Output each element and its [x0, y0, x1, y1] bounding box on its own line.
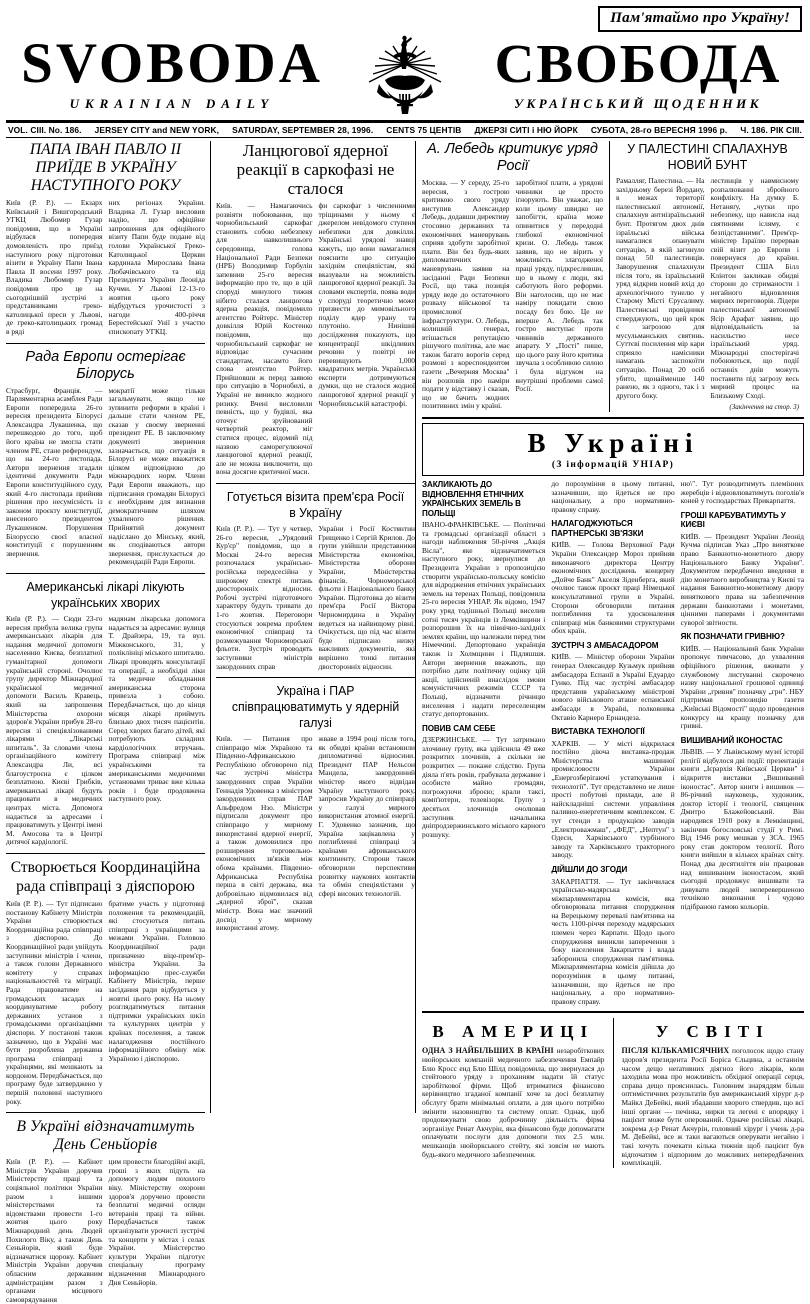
world-section-text: поголосок щодо стану здоров'я президента Росії Боріса Єльцина, а останнім часом дещо неґативних діягноз його лікарів, коли заходила мова про можливість обхідної операції серця, справа дещо прояснилась. Головним знаряддям більш оптимістичних результатів був американський хірург д-р Майкл ДеБейкі, який збадавши хворого ствердив, що всі інші органи — печінка, нирки та легені є впорядку і пацієнт може бути оперований. Одначе російські лікарі, зокрема д-р Ренат Акчурін, головний хірург і учень д-ра М. ДеБейкі, все ж таки вагаються оперувати негайно і такі хочуть почекати кілька тижнів щоб пацієнт був відпочатим і відпорним до можливих непередбачених комплікацій.: [621, 1046, 804, 1168]
article-lebed-col1: Москва. — У середу, 25-го вересня, з гострою критикою свого уряду виступив Александер Лебедь, додавши директиву стосовно державних та економічних маневрувань сприяв здобути заробітної плати. Він без будь-яких дипломатичних маневрувань заявив на засіданні Ради Безпеки Росії, що така позиція уряду веде до остаточного розвалу військової та промислової інфраструктури. О. Лебедь, колишній генерал, втішається репутацією рішучого політика, але має також багато ворогів серед розмові з кореспондентом газети „Вечерняя Москва" він розповів про наміри подати у відставку і сказав, що не бачить жодних позитивних змін у країні.: [422, 178, 510, 411]
issue-date-uk: СУБОТА, 28-го ВЕРЕСНЯ 1996 р.: [590, 125, 728, 135]
article-reactor-col2: фи саркофаг з численними тріщинами у ньому є джерелом невідомого ступеня небезпеки для довкілля. Українські урядові знавці кажуть, що вони намагалися пояснити цю ситуацію західнім спеціялістам, які вказували на можливість ланцюгової ядерної реакції. За словами експертів, поява води у споруді теоретично може призвести до мимовільного поділу ядер урану та плутонію. Нинішні дослідження показують, що концентрації шкідливих речовин у повітрі не перевищують 1,000 квадратних метрів. Українські експерти дотримуються думки, що не сталося жодної ланцюгової ядерної реакції у Чорнобильській катастрофі.: [318, 201, 415, 408]
right-half: [415, 141, 804, 1168]
issue-volume-uk: Ч. 186. РІК CIII.: [740, 125, 802, 135]
america-section-title: В АМЕРИЦІ: [432, 1022, 595, 1042]
brief-text: КИЇВ. — Голова Верховної Ради України Олександер Мороз прийняв виконавчого директора Центру економічних досліджень концерну „Дойче Банк" Акселя Зіденберга, який очолює також проєкт праці Німецької консультативної групи в Україні. Сторони обговорили питання поглиблення та удосконалення співпраці між банковими структурами обох країн.: [551, 540, 675, 636]
headline-premier-visit: Готується візита прем'єра Росії в Україну: [226, 489, 405, 520]
ukraine-section-title: В Україні: [527, 428, 699, 459]
world-section: [622, 1018, 805, 1167]
article-pope-col2: них регіонах України. Владика Л. Гузар висловив надію, що офіційне запрошення для офіційного візиту Папи буде подане від голови Української Греко-Католицької Церкви кардинала Мирослава Івана Любачівського та від Президента України Леоніда Кучми. У Львові 12-13-го жовтня цього року відбудуться урочистості з нагоди 400-річчя Берестейської Унії з участю єпископату УГКЦ.: [108, 198, 205, 336]
article-american-doctors: [6, 579, 205, 847]
ukraine-briefs-col3: [681, 480, 804, 1006]
column-one: [6, 141, 211, 1304]
article-doctors-col1: Київ (Р. Р.). — Сюди 23-го вересня прибула велика група американських лікарів для надання медичної допомоги населенню Києва, безплатної гуманітарної допомоги українській стороні. Очолює групу директор Міжнародної української медичної допомоги Василь Кравець, який на запрошення Міністерства охорони здоров'я України прибув 28-го вересня зі спеціялізованими лікарями „Лікарські шпиталь". За словами члена організаційного комітету Александра Ли, всі благоустроєна є цілком безплатною. Києві Грибків, американські лікарі будуть працювати в медичних центрах міста. Допомога надається за адресами і працюватимуть у Центрі імені М. Амосова та в Центрі дитячої кардіології.: [6, 613, 103, 847]
article-par-col1: Київ. — Питання про співпрацю між Україною та Південно-Африканською Республікою обговорено під час зустрічі міністра закордонних справ України Геннадія Удовенка з міністром закордонних справ ПАР Альфредом Нзо. Міністри підписали документ про співпрацю у мирному використанні ядерної енергії, а також домовилися про розширення торговельно-економічних зв'язків між обома країнами. Південно-Африканська Республіка перша в світі держава, яка добровільно відмовилася від „ядерної зброї", сказав міністр. Вона має значний досвід у мирному використанні атому.: [216, 734, 313, 933]
article-doctors-col2: мадянам лікарська допомога надається за адресами: вулиця Т. Драйзера, 19, та вул. Міжконського, 31, у поліклініці міського шпиталю. Лікарі проводять консультації та операції, а необхідні ліки та медичне обладнання американська сторона привезла з собою. Передбачається, що до кінця місяця лікарі приймуть близько двох тисяч пацієнтів. Серед хворих багато дітей, які потребують складних кардіологічних втручань. Програма співпраці між українськими та американськими медичними установами триває вже кілька років і буде продовжена наступного року.: [108, 613, 205, 804]
article-palestine: [616, 141, 799, 412]
ukraine-briefs-col1: [422, 480, 545, 1006]
masthead: [6, 32, 804, 116]
brief-text: КИЇВ. — Національний банк України пропонує тимчасово, до ухвалення офіційного рішення, вживати у службовому листуванні скорочено назву національної грошової одиниці України „гривня" позначку „грн". НБУ підтримав пропозицію газети „Київські Відомості" щодо проведення конкурсу на кращу позначку для гривні.: [680, 643, 804, 731]
issue-info-bar: [6, 120, 804, 138]
brief-text: ДЗЕРЖИНСЬКЕ. — Тут затримано злочинну групу, яка здійснила 49 вже розкритих злочинів, а скільки не розкритих — покаже слідство. Група діяла п'ять років, грабувала державне і особисте майно громадян, погрожуючи зброєю; крали таксі, комп'ютери, телевізори. Групу з десятьох злочинців очолював заступник начальника дніпродзержинського міського карного розшуку.: [422, 735, 546, 839]
issue-date-en: SATURDAY, SEPTEMBER 28, 1996.: [232, 125, 374, 135]
brief-heading: ЗАКЛИКАЮТЬ ДО ВІДНОВЛЕННЯ ЕТНІЧНИХ УКРАЇНСЬКИХ ЗЕМЕЛЬ В ПОЛЬЩІ: [422, 480, 524, 518]
world-section-title: У СВІТІ: [655, 1022, 770, 1042]
issue-city-uk: ДЖЕРЗІ СИТІ і НЮ ЙОРК: [474, 125, 578, 135]
world-section-lead: ПІСЛЯ КІЛЬКАМІСЯЧНИХ: [621, 1046, 730, 1056]
article-par-nuclear: [216, 683, 415, 933]
article-palestine-jump: (Закінчення на стор. 3): [729, 403, 799, 412]
brief-heading: ГРОШІ КАРБУВАТИМУТЬ У КИЄВІ: [680, 510, 786, 530]
brief-heading: ВИСТАВКА ТЕХНОЛОГІЇ: [551, 727, 645, 737]
issue-price: CENTS 75 ЦЕНТІВ: [386, 125, 462, 135]
article-coord-col1: Київ (Р. Р.). — Тут підписано постанову Кабінету Міністрів України створюється Координаційна рада співпраці з діяспорою. До Координаційної ради увійдуть заступники міністрів і члени, а також голови Державного комітету у справах національностей та міґрації. Рада працюватиме на громадських засадах і координуватиме роботу державних установ з громадськими організаціями діяспори. У постанові також зазначено, що в Україні має бути розроблена державна програма співпраці з українцями, які мешкають за кордоном. Передбачається, що програму буде затверджено у першій половині наступного року.: [6, 899, 103, 1106]
article-palestine-col1: Рамалляг, Палестина. — На західньому березі Йордану, в межах території палестинської автономії, спалахнув антиізраїльський бунт. Протягом двох днів ізраїльські війська намагалися опанувати ситуацію, в якій загинуло понад 50 палестинців. Заворушення спалахнули після того, як ізраїльський уряд відкрив новий вхід до археологічного тунелю у Старому Місті Єрусалиму. Палестинські провідники стверджують, що цей крок є загрозою для мусульманських святинь. Суттєві посилення мір кари сприяло намісники намагань заспокоїти ситуацію. Понад 20 осіб убито, щонайменше 140 ранено, як з одного, так і з другого боку.: [616, 176, 705, 400]
article-rada-col2: мократії може тільки загальмувати, якщо не зупинити реформи в країні і дальше стати членом РЕ, сказав у своєму зверненні президент РЕ. В заключному документі звернення зазначається, що ситуація в Білорусі не може вважатися цілком відповідною до міжнародних норм. Члени Ради Европи вважають, що підписання громадян Білорусі є необхідним для визнання демократичним шляхом ухваленого рішення. Прийнятий документ надіслано до Мінську, який, як сподіваються автори звернення, прислухається до рекомендацій Ради Европи.: [108, 385, 205, 567]
article-pope-visit: [6, 141, 205, 337]
headline-lebed: А. Лебедь критикує уряд Росії: [427, 141, 598, 174]
masthead-title-cyrillic: СВОБОДА: [494, 33, 782, 94]
issue-volume: VOL. CIII. No. 186.: [8, 125, 82, 135]
statue-trident-emblem-svg: [349, 34, 461, 116]
brief-text: ЛЬВІВ. — У Львівському музеї історії релігії відбулося дві події: презентація книги „Ієрархія Київської Церкви" і відкриття виставки „Вишиваний іконостас". Автор книги і вишивок — 86-річний науковець, художник, доктор історії і теології, священик Дмитро Блажейовський. Він народився 1910 року в Лемківщині, закінчив богословські студії у Римі. Від 1946 року мешкав у ЗСА. 1965 року став доктором теології. Його книги вийшли в кількох країнах світу. Понад два десятиліття він працював над вишиваним іконостасом, який сьогодні продовжує вишивати та дивувати людей неперевершеною технікою виконання і чудово підібраною гамою кольорів.: [680, 747, 804, 911]
ukraine-section-banner: [422, 423, 804, 476]
brief-text: КИЇВ. — Президент України Леонід Кучма підписав Указ „Про виняткове право Банкнотно-монетного двору Національного Банку України". Документом передбачено введення в дію монетного виробництва у Києві та надання Банкнотно-монетному двору виняткового права на забезпечення держави банкнотами і монетами, цінними паперами і документами суворої звітности.: [680, 531, 804, 627]
left-half: [6, 141, 415, 1304]
brief-heading: НАЛАГОДЖУЮТЬСЯ ПАРТНЕРСЬКІ ЗВ'ЯЗКИ: [551, 519, 644, 538]
article-seniors-col2: цим провести благодійні акції, гроші з яких підуть на допомогу людям похилого віку. Міністерству охорони здоров'я доручено провести безплатні медичні огляди ветеранів праці та війни. Передбачається також організувати урочисті зустрічі та концерти у містах і селах України. Міністерство культури України підготує спеціальну програму відзначення Міжнародного Дня Сеньйорів.: [108, 1157, 205, 1287]
brief-continuation: ню\". Тут розводитимуть племінних жеребців і відновлюватимуть поголів'я коней у господарствах Прикарпаття.: [680, 479, 804, 506]
america-section-lead: ОДНА З НАЙБІЛЬШИХ В КРАЇНІ: [422, 1046, 554, 1056]
remember-ukraine-slogan: Пам'ятаймо про Україну!: [598, 6, 802, 32]
article-rada-col1: Страсбурґ, Франція. — Парляментарна асамблея Ради Европи попередила 26-го вересня президента Білорусі Александра Лукашенка, що перешкодою до того, щоб його країна не змогла стати членом РЕ, стане референдум, що на 24-го листопада. Автори звернення згадали ідентичні документи Ради Европи конституційного суду, який 4-го листопада прийняв рішення про несумісність із законом проєкту конституції, внесеного президентом Лукашенком. Порушення Білоруссю своєї власної конституції є порушенням звернення.: [6, 385, 103, 558]
article-pope-col1: Київ (Р. Р.). — Екзарх Київський і Вишгородський УГКЦ Любомир Гузар повідомив, що в Україні відбулася попередня домовленість про приїзд наступного року підготовки візити в Україну Папи Івана Павла II восени 1997 року. Владика Любомир Гузар повідомив про це на сьогоднішній зустрічі з представниками греко-католицької преси у Львові, де греко-католицьких громад в ряді: [6, 198, 103, 336]
masthead-cyrillic: [472, 32, 804, 112]
masthead-subtitle-latin: UKRAINIAN DAILY: [69, 96, 275, 111]
article-lebed-col2: заробітної плати, а урядові чинники це просто іґнорують. Він уважає, що коли цьому швидко не запобігти, країна може опинитися у передодні глибокої економічної кризи. О. Лебедь також заявив, що не вірить у можливість злагодженої праці уряду, підкресливши, що в ньому є люди, які саботують його реформи. Він наголосив, що не має наміру покидати свою посаду без бою. Це не вперше А. Лебедь так гостро виступає проти чинників державного апарату. У „Пості" пише, що цього разу його критика звучала з особливою силою і була відгуком на внутрішні проблеми самої Росії.: [515, 178, 603, 394]
article-coord-col2: братиме участь у підготовці положення та рекомендацій, які стосуються питань співпраці з українцями за межами України. Головою Координаційної ради призначено віце-прем'єр-міністра України. За інформацією прес-служби Кабінету Міністрів, перше засідання ради відбудеться у жовтні цього року. На ньому розглядатимуться питання підтримки українських шкіл та культурних центрів у країнах поселення, а також налагодження постійного інформаційного обміну між Україною і діяспорою.: [108, 899, 205, 1063]
brief-heading: ПОВИВ САМ СЕБЕ: [422, 723, 496, 733]
article-seniors-col1: Київ (Р. Р.). — Кабінет Міністрів України доручив Міністерству праці та соціяльної політики України разом з іншими міністерствами та відомствами провести 1-го жовтня цього року Міжнародний день Людей Похилого Віку, а також День Сеньйорів, який буде відзначатися щороку. Кабінет Міністрів України доручив обласним державним адміністраціям разом з органами місцевого самоврядування: [6, 1157, 103, 1304]
article-premier-col1: Київ (Р. Р.). — Тут у четвер, 26-го вересня, „Урядовий Кур'єр" повідомив, що в Москві 24-го вересня розпочалася українсько-російська передсесійна у широкому спектрі питань двосторонніх відносин. Робочі зустрічі підготовчого характеру будуть тривати до 1-го жовтня. Переговори стосуються зокрема проблем економічної співпраці та розмежування Чорноморської фльоти. Зустріч проводять заступники міністрів закордонних справ: [216, 524, 313, 671]
brief-heading: ДІЙШЛИ ДО ЗГОДИ: [551, 865, 628, 874]
article-premier-visit: [216, 489, 415, 671]
statue-trident-emblem: [345, 32, 465, 116]
column-two: [211, 141, 415, 1113]
article-par-col2: жваве в 1994 році після того, як обидві країни встановили дипломатичні відносини. Президент ПАР Нельсон Мандела, закордонний міністер якого відвідав Україну наступного року, запросив Україну до співпраці у галузі мирного використання атомної енергії. Г. Удовенко зазначив, що Україна зацікавлена у поглибленні співпраці з країнами африканського континенту. Сторони також обговорили перспективи розвитку наукових контактів та обмін спеціялістами у сфері високих технологій.: [318, 734, 415, 898]
top-banner: [6, 4, 804, 34]
ukraine-section-subtitle: (З інформацій УНІАР): [551, 460, 675, 471]
headline-pope-visit: ПАПА ІВАН ПАВЛО II ПРИЇДЕ В УКРАЇНУ НАСТУПНОГО РОКУ: [29, 141, 182, 194]
brief-text: ІВАНО-ФРАНКІВСЬКЕ. — Політичні та громадські організації області з нагоди наближення 50-річчя „Акція Вісла", яке відзначатиметься наступного року, звернулися до Президента України з пропозицією створити українсько-польську комісію для відродження етнічних українських земель на теренах Польщі, повідомила 25-го вересня УНІАР. Як відомо, 1947 року уряд тодішньої Польщі виселив сотні тисяч українців із Лемківщини і розпорошив їх на північно-західніх землях країни, що належали перед тим Німеччині. Депортовано українців також із Холмщини і Підляшшя. Автори звернення вважають, що потрібно дати політичну оцінку цій акції, здійсненій внаслідок змови комуністичних режимів СССР та Польщі, відзначити річницю виселення і надати переселенцям статус депортованих.: [422, 520, 546, 719]
ukraine-briefs-col2: [551, 480, 674, 1006]
article-lebed: [422, 141, 610, 412]
article-palestine-col2: лестинців у навмисному розпалюванні збройного конфлікту. На думку Б. Нетаняґу, „чутки про небезпеку, що нависла над святинями ісляму, є безпідставними". Прем'єр-міністер Ізраїлю перервав свій візит до Европи і повернувся до країни. Президент США Білл Клінтон закликав обидві сторони до стриманости і негайного відновлення мирних переговорів. Лідери палестинської автономії Ясір Арафат заявив, що відповідальність за насильство несе ізраїльський уряд. Міжнародні спостерігачі побоюються, що події останніх днів можуть поставити під загрозу весь мирний процес на Близькому Сході.: [710, 176, 799, 400]
article-coordination-rada: [6, 859, 205, 1106]
brief-heading: ЯК ПОЗНАЧАТИ ГРИВНЮ?: [680, 632, 785, 642]
bottom-sections: [422, 1018, 804, 1167]
world-section-body: [622, 1047, 805, 1167]
headline-par-nuclear: Україна і ПАР співпрацюватимуть у ядерній галузі: [231, 683, 400, 731]
brief-text: ХАРКІВ. — У місті відкрилася постійно діюча виставка-продаж Міністерства машинної промисловости України „Енергозберігаючі устаткування і технології". Тут представлено не лише прості побутові прилади, але й найскладніші системи управління паливно-енергетичним комплексом. Є тут стенди з продукцією заводів „Електроважмаш", „ФЕД", „Нептун" з Одеси, Харківського турбінного заводу та Харківського тракторного заводу.: [551, 738, 675, 860]
america-section-text: незаробіткових нюйорських компаній медичного забезпечення Емпайр Блю Кросс енд Блю Шілд повідомила, що звернулася до стейтового уряду з проханням надати їй статус заробіткової фірми. Щоб втриматися фінансово керівництво згаданої компанії хоче за досі безплатну обслугу брати мінімальні оплати, а для цього потрібно змінити назовництво та систему оплат. Однак, щоб продовжувати свою доброчинну діяльність фірма зорганізує Ренат Акчурін, яка фінансово буде допомагати оплачувати послуги для допомоги тих 2.5 млн. мешканців нюйоркського стейту, які зовсім не мають будь-якого медичного забезпечення.: [422, 1046, 605, 1159]
article-rada-europy: [6, 349, 205, 567]
article-seniors-day: [6, 1118, 205, 1304]
brief-heading: ВИШИВАНИЙ ІКОНОСТАС: [680, 735, 783, 745]
brief-continuation: до порозуміння в цьому питанні, зазначивши, що йдеться не про національну, а про нормативно-правову справу.: [551, 479, 675, 514]
article-reactor-col1: Київ. — Намагаючись розвіяти побоювання, що чорнобильський саркофаг становить собою небезпеку для навколишнього середовища, голова Національної Ради Безпеки (НРБ) Володимир Горбулін запевнив 25-го вересня інформацію про те, що в цій споруді минулого тижня нібито сталася ланцюгова ядерна реакція, повідомило агентство Ройтерс. Міністер довкілля Юрій Костенко повідомив, що чорнобильський саркофаг не відповідає сучасним стандартам, насамто його слова аґентство Ройтер. Прийшовши ж перед заявою про ситуацію в Чорнобилі, в Україні не виникло жодного ризику. Вчені висловили певність, що у будівлі, яка оточує зруйнований четвертий реактор, міг статися процес, відомий під назвою саморегулюючої ланцюгової ядерної реакції, але не можна виключити, що вона досягне критичної маси.: [216, 201, 313, 477]
america-section-body: [422, 1047, 605, 1159]
brief-text: ЗАКАРПАТТЯ. — Тут закінчилася українсько-мадярська міжпарляментарна комісія, яка обговорювала питання спорудження на Верецькому перевалі пам'ятника на честь 1100-річчя переходу мадярських племен через Карпати. Щодо цього спорудження виникли заперечення з боку населення Закарпаття і влада заборонила спорудження пам'ятника. Міжпарляментарна комісія дійшла до порозуміння в цьому питанні, зазначивши, що йдеться не про національну, а про нормативно-правову справу.: [551, 876, 675, 1006]
article-chornobyl-reactor: [216, 141, 415, 477]
article-premier-col2: України і Росії Костянтин Грищенко і Сергій Крилов. До групи увійшли представники Міністерства економіки, Міністерства оборони України, Міністерства фінансів. Чорноморської фльоти і Національного банку України. Підготовка до візити прем'єра Росії Віктора Черномирдина в Україну ведеться на найвищому рівні. Очікується, що під час візити буде підписано низку важливих документів, які вирішено тонкі питання двосторонніх відносин.: [318, 524, 415, 671]
headline-chornobyl-reactor: Ланцюгової ядерної реакції в саркофазі не сталося: [236, 141, 395, 198]
brief-heading: ЗУСТРІЧ З АМБАСАДОРОМ: [551, 640, 659, 650]
masthead-title-latin: SVOBODA: [21, 32, 323, 95]
masthead-latin: [6, 32, 338, 112]
brief-text: КИЇВ. — Міністер оборони України генерал Олександер Кузьмук прийняв амбасадора Еспанії в Україні Едуардо Гунко. Під час зустрічі амбасадор представив українському міністрові нового військового аташе еспанської амбасади в Україні, полковника Октавіо Карнеро Ернандеза.: [551, 652, 675, 722]
main-content: [6, 141, 804, 1304]
issue-city-en: JERSEY CITY and NEW YORK,: [94, 125, 220, 135]
headline-rada-europy: Рада Европи остерігає Білорусь: [25, 348, 186, 382]
headline-seniors-day: В Україні відзначатимуть День Сеньйорів: [16, 1118, 195, 1154]
ukraine-briefs: [422, 480, 804, 1006]
masthead-subtitle-cyrillic: УКРАЇНСЬКИЙ ЩОДЕННИК: [513, 96, 763, 111]
america-section: [422, 1018, 614, 1167]
headline-american-doctors: Американські лікарі лікують українських хворих: [26, 578, 185, 610]
headline-palestine: У ПАЛЕСТИНІ СПАЛАХНУВ НОВИЙ БУНТ: [627, 141, 788, 172]
headline-coordination-rada: Створюється Координаційна рада співпраці з діяспорою: [10, 859, 201, 895]
